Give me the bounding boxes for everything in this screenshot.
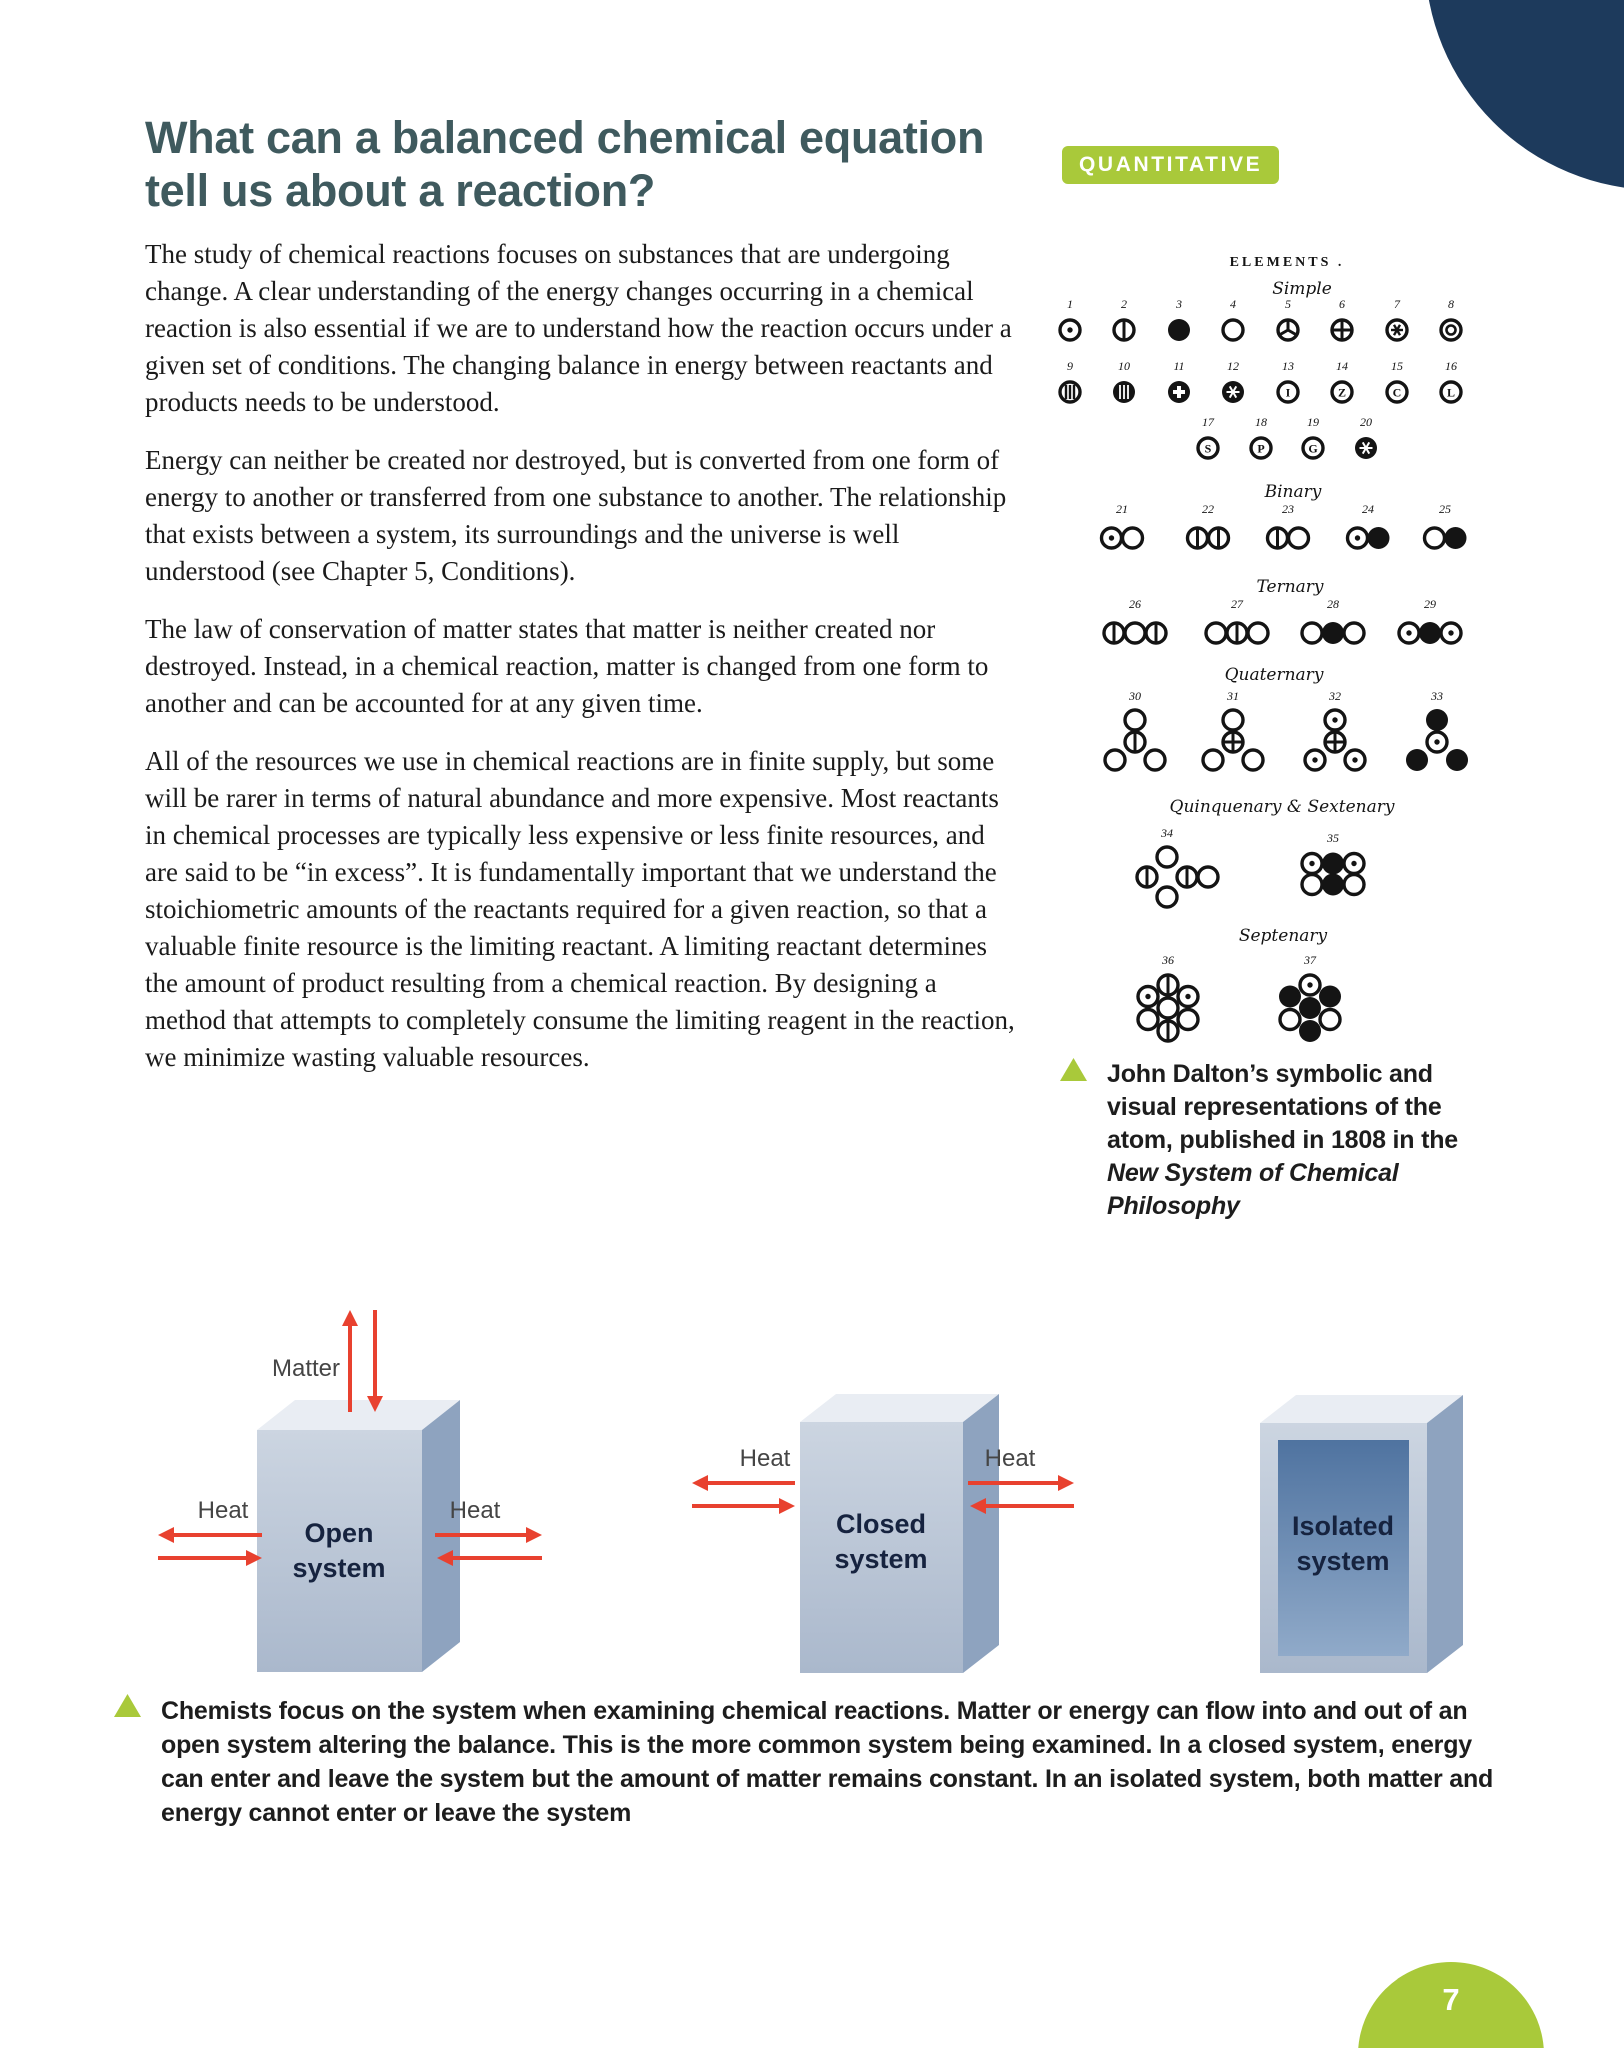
dalton-symbol-27 xyxy=(1206,597,1268,643)
dalton-symbol-28 xyxy=(1302,597,1364,644)
closed-system-box-label: Closed xyxy=(835,1509,927,1539)
dalton-symbol-33 xyxy=(1406,689,1468,771)
dalton-symbol-24 xyxy=(1348,502,1390,549)
dalton-symbol-18 xyxy=(1251,415,1271,458)
svg-text:system: system xyxy=(292,1553,386,1583)
svg-text:L: L xyxy=(1446,385,1456,400)
svg-text:30: 30 xyxy=(1129,689,1141,703)
svg-text:Z: Z xyxy=(1337,385,1347,400)
dalton-symbol-9 xyxy=(1060,359,1080,402)
svg-text:2: 2 xyxy=(1121,297,1127,311)
triangle-bullet-icon xyxy=(114,1694,141,1717)
dalton-symbol-36 xyxy=(1138,953,1198,1041)
paragraph-3: The law of conservation of matter states that matter is neither created nor destroyed. Instead, in a chemical reaction, matter is changed from one form to another and can be accounted for at any given time. xyxy=(145,614,989,718)
paragraph-1: The study of chemical reactions focuses on substances that are undergoing change. A clear understanding of the energy changes occurring in a chemical reaction is also essential if we are to understand how the reaction occurs under a given set of conditions. The changing balance in energy between reactants and products needs to be understood. xyxy=(145,239,1012,417)
svg-text:24: 24 xyxy=(1362,502,1374,516)
systems-caption-text: Chemists focus on the system when examining chemical reactions. Matter or energy can flow into and out of an open system altering the balance. This is the more common system being examined. In a closed system, energy can enter and leave the system but the amount of matter remains constant. In an isolated system, both matter and energy cannot enter or leave the system xyxy=(161,1697,1494,1827)
svg-text:31: 31 xyxy=(1227,689,1239,703)
dalton-symbol-32 xyxy=(1305,689,1365,770)
dalton-heading: Quinquenary & Sextenary xyxy=(1169,797,1395,817)
svg-text:27: 27 xyxy=(1231,597,1243,611)
heat-in-arrow xyxy=(692,1498,795,1514)
heat-out-arrow xyxy=(692,1475,795,1491)
dalton-caption-italic: New System of Chemical Philosophy xyxy=(1107,1159,1399,1220)
svg-text:33: 33 xyxy=(1431,689,1443,703)
heat-in-arrow xyxy=(158,1550,262,1566)
flow-label: Heat xyxy=(739,1445,791,1472)
isolated-system-box-label: Isolated xyxy=(1291,1511,1395,1541)
paragraph-2: Energy can neither be created nor destroyed, but is converted from one form of energy to another or transferred from one substance to another. The relationship that exists between a system, its surroundings and the universe is well understood (see Chapter 5, Conditions). xyxy=(145,445,1007,586)
dalton-symbol-35 xyxy=(1302,831,1364,896)
svg-text:26: 26 xyxy=(1129,597,1141,611)
corner-photo-mine xyxy=(1425,0,1624,190)
dalton-symbol-34 xyxy=(1137,826,1218,907)
dalton-symbol-26 xyxy=(1104,597,1166,643)
svg-text:system: system xyxy=(1296,1546,1390,1576)
svg-text:S: S xyxy=(1204,441,1212,456)
dalton-heading: ELEMENTS . xyxy=(1229,255,1345,270)
svg-text:6: 6 xyxy=(1339,297,1345,311)
dalton-symbol-16 xyxy=(1441,359,1461,402)
svg-text:C: C xyxy=(1392,385,1402,400)
closed-system-box xyxy=(800,1394,999,1673)
heat-in-arrow xyxy=(970,1498,1074,1514)
svg-text:15: 15 xyxy=(1391,359,1403,373)
flow-label: Heat xyxy=(197,1497,249,1524)
systems-caption xyxy=(114,1694,1514,1830)
svg-text:16: 16 xyxy=(1445,359,1457,373)
flow-label: Matter xyxy=(271,1355,341,1382)
svg-text:G: G xyxy=(1308,441,1318,456)
dalton-symbol-22 xyxy=(1188,502,1229,548)
svg-text:25: 25 xyxy=(1439,502,1451,516)
systems-diagram xyxy=(110,1290,1530,1690)
flow-label: Heat xyxy=(449,1497,501,1524)
dalton-symbol-15 xyxy=(1387,359,1407,402)
dalton-heading: Simple xyxy=(1272,279,1332,299)
flow-label: Heat xyxy=(984,1445,1036,1472)
svg-text:9: 9 xyxy=(1067,359,1073,373)
dalton-symbol-12 xyxy=(1222,359,1244,403)
svg-text:34: 34 xyxy=(1161,826,1173,840)
svg-text:29: 29 xyxy=(1424,597,1436,611)
dalton-symbol-3 xyxy=(1168,297,1190,341)
dalton-symbol-25 xyxy=(1425,502,1467,549)
dalton-symbol-1 xyxy=(1060,297,1080,340)
dalton-symbol-13 xyxy=(1278,359,1298,402)
svg-text:4: 4 xyxy=(1230,297,1236,311)
svg-text:13: 13 xyxy=(1282,359,1294,373)
svg-text:14: 14 xyxy=(1336,359,1348,373)
dalton-symbol-7 xyxy=(1387,297,1407,340)
svg-text:37: 37 xyxy=(1304,953,1316,967)
svg-text:28: 28 xyxy=(1327,597,1339,611)
svg-text:10: 10 xyxy=(1118,359,1130,373)
heat-in-arrow xyxy=(437,1550,542,1566)
svg-text:I: I xyxy=(1285,385,1291,400)
dalton-symbol-5 xyxy=(1278,297,1298,340)
page-title-line1: What can a balanced chemical equation xyxy=(145,112,985,163)
dalton-symbol-19 xyxy=(1303,415,1323,458)
svg-text:7: 7 xyxy=(1394,297,1400,311)
matter-in-arrow xyxy=(367,1310,383,1412)
svg-text:17: 17 xyxy=(1202,415,1214,429)
svg-text:23: 23 xyxy=(1282,502,1294,516)
open-system-box xyxy=(257,1400,460,1672)
dalton-symbol-20 xyxy=(1355,415,1377,459)
dalton-heading: Septenary xyxy=(1238,926,1328,946)
svg-text:19: 19 xyxy=(1307,415,1319,429)
dalton-symbol-17 xyxy=(1198,415,1218,458)
dalton-symbol-29 xyxy=(1399,597,1461,644)
svg-text:18: 18 xyxy=(1255,415,1267,429)
svg-text:11: 11 xyxy=(1173,359,1185,373)
dalton-symbol-10 xyxy=(1113,359,1135,403)
dalton-symbol-37 xyxy=(1279,953,1341,1042)
page-title-line2: tell us about a reaction? xyxy=(145,164,656,216)
dalton-symbol-6 xyxy=(1332,297,1352,340)
heat-out-arrow xyxy=(158,1527,262,1543)
dalton-elements-figure xyxy=(1040,248,1470,1048)
open-system-box-label: Open xyxy=(304,1518,374,1548)
dalton-caption-text xyxy=(1107,1058,1460,1223)
svg-text:5: 5 xyxy=(1285,297,1291,311)
dalton-symbol-4 xyxy=(1223,297,1243,340)
svg-text:20: 20 xyxy=(1360,415,1372,429)
article-body xyxy=(145,236,1023,1097)
svg-text:22: 22 xyxy=(1202,502,1214,516)
dalton-symbol-8 xyxy=(1441,297,1461,340)
isolated-system-box xyxy=(1260,1395,1463,1673)
svg-text:system: system xyxy=(834,1544,928,1574)
dalton-heading: Binary xyxy=(1264,482,1322,502)
svg-text:1: 1 xyxy=(1067,297,1073,311)
dalton-symbol-21 xyxy=(1102,502,1143,548)
page-number: 7 xyxy=(1442,1982,1460,2017)
dalton-symbol-23 xyxy=(1268,502,1309,548)
dalton-symbol-31 xyxy=(1203,689,1263,770)
svg-text:36: 36 xyxy=(1162,953,1174,967)
svg-text:3: 3 xyxy=(1176,297,1182,311)
paragraph-4: All of the resources we use in chemical reactions are in finite supply, but some will be rarer in terms of natural abundance and more expensive. Most reactants in chemical processes are typically less expensive or less finite resources, and are said to be “in excess”. It is fundamentally important that we understand the stoichiometric amounts of the reactants required for a given reaction, so that a valuable finite resource is the limiting reactant. A limiting reactant determines the amount of product resulting from a chemical reaction. By designing a method that attempts to completely consume the limiting reagent in the reaction, we minimize wasting valuable resources. xyxy=(145,746,1015,1072)
dalton-symbol-11 xyxy=(1168,359,1190,403)
dalton-heading: Ternary xyxy=(1256,577,1324,597)
svg-text:21: 21 xyxy=(1116,502,1128,516)
triangle-bullet-icon xyxy=(1060,1058,1087,1081)
dalton-symbol-2 xyxy=(1114,297,1134,340)
quantitative-badge: QUANTITATIVE xyxy=(1062,146,1279,184)
dalton-symbol-30 xyxy=(1105,689,1165,770)
page-number-badge xyxy=(1358,1962,1544,2048)
dalton-caption xyxy=(1060,1058,1460,1223)
matter-out-arrow xyxy=(342,1310,358,1412)
svg-text:8: 8 xyxy=(1448,297,1454,311)
dalton-heading: Quaternary xyxy=(1224,665,1324,685)
svg-text:P: P xyxy=(1257,441,1265,456)
svg-text:35: 35 xyxy=(1327,831,1339,845)
svg-text:32: 32 xyxy=(1329,689,1341,703)
svg-text:12: 12 xyxy=(1227,359,1239,373)
page-title xyxy=(145,112,1105,217)
dalton-symbol-14 xyxy=(1332,359,1352,402)
dalton-caption-plain: John Dalton’s symbolic and visual representations of the atom, published in 1808 in the xyxy=(1107,1060,1459,1154)
